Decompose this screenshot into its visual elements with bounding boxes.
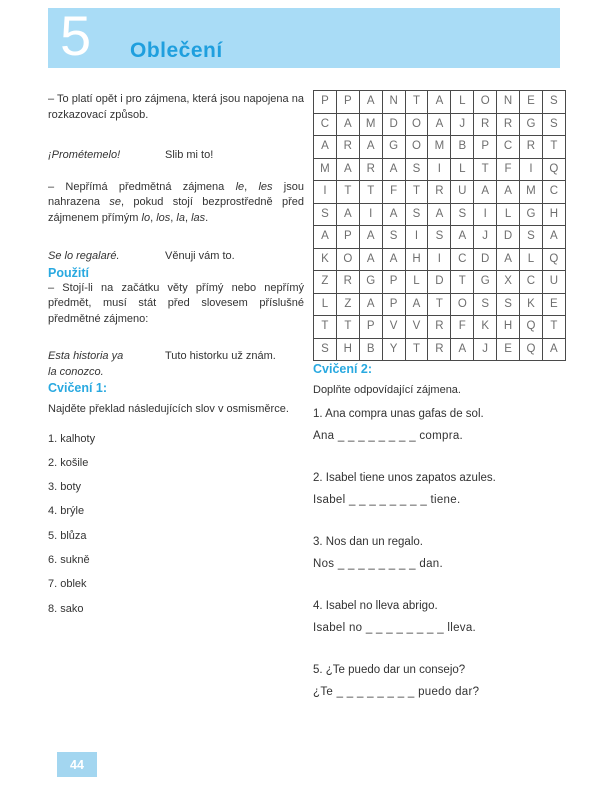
chapter-title: Oblečení [130,39,223,62]
example-czech: Věnuji vám to. [165,250,235,262]
text-segment: , [184,211,192,224]
grid-cell: T [428,293,451,316]
grid-cell: O [451,293,474,316]
grid-cell: T [336,316,359,339]
grid-cell: N [382,91,405,114]
text-segment: , [150,211,157,224]
grid-cell: M [520,181,543,204]
grid-cell: A [428,203,451,226]
spanish-term: lo [141,211,151,224]
grid-row [314,226,566,249]
grid-cell: H [497,316,520,339]
word-list-item: 5. blůza [48,529,87,542]
grid-cell: B [451,136,474,159]
usage-heading: Použití [48,265,89,280]
grid-cell: A [336,113,359,136]
grid-cell: P [336,226,359,249]
exercise2-answer-line: Isabel _ _ _ _ _ _ _ _ tiene. [313,494,461,506]
grid-cell: S [474,293,497,316]
grid-cell: F [382,181,405,204]
grid-row [314,91,566,114]
grid-cell: A [542,338,565,361]
grid-cell: O [336,248,359,271]
grid-cell: T [474,158,497,181]
grid-cell: O [405,113,428,136]
grid-cell: V [382,316,405,339]
grid-cell: J [474,226,497,249]
grid-cell: C [314,113,337,136]
exercise1-heading: Cvičení 1: [48,381,108,395]
right-column [313,90,559,727]
grid-cell: C [497,136,520,159]
grid-cell: A [359,226,382,249]
exercise2-item [313,471,554,508]
grid-cell: G [520,203,543,226]
exercise2-items [313,407,554,700]
spanish-term: la [176,211,185,224]
exercise2-sentence: 4. Isabel no lleva abrigo. [313,600,438,612]
grid-cell: J [451,113,474,136]
grid-row [314,203,566,226]
grid-cell: B [359,338,382,361]
grid-row [314,316,566,339]
grid-cell: R [428,181,451,204]
grid-cell: T [405,181,428,204]
example-czech: Tuto historku už znám. [165,350,276,362]
grid-cell: Q [520,338,543,361]
grid-cell: E [497,338,520,361]
grid-cell: S [451,203,474,226]
grid-row [314,248,566,271]
exercise2-answer-line: Ana _ _ _ _ _ _ _ _ compra. [313,430,464,442]
grid-cell: N [497,91,520,114]
grid-cell: A [428,113,451,136]
grid-cell: U [451,181,474,204]
exercise2-instruction: Doplňte odpovídající zájmena. [313,384,461,396]
grid-cell: I [359,203,382,226]
grid-cell: I [428,248,451,271]
chapter-number: 5 [60,4,93,67]
grid-cell: P [314,91,337,114]
grid-cell: Y [382,338,405,361]
grid-cell: A [542,226,565,249]
paragraph-object-position: – Stojí-li na začátku věty přímý nebo nepřímý předmět, musí stát před slovesem příslušné předmětné zájmeno: [48,281,304,325]
exercise2-answer-line: Isabel no _ _ _ _ _ _ _ _ lleva. [313,622,477,634]
grid-cell: A [497,181,520,204]
grid-cell: S [382,226,405,249]
grid-cell: S [405,158,428,181]
grid-cell: A [428,91,451,114]
grid-cell: C [451,248,474,271]
grid-cell: J [474,338,497,361]
grid-cell: C [542,181,565,204]
grid-cell: I [405,226,428,249]
grid-cell: F [451,316,474,339]
grid-cell: E [520,91,543,114]
grid-cell: I [314,181,337,204]
grid-row [314,293,566,316]
grid-cell: U [542,271,565,294]
paragraph-imperative-pronouns: – To platí opět i pro zájmena, která jsou napojena na rozkazovací způsob. [48,93,304,121]
grid-cell: R [497,113,520,136]
grid-cell: M [314,158,337,181]
grid-cell: S [428,226,451,249]
grid-cell: H [405,248,428,271]
page-number: 44 [70,757,84,772]
exercise2-item [313,535,554,572]
grid-cell: L [520,248,543,271]
grid-cell: R [359,158,382,181]
grid-cell: R [520,136,543,159]
word-list-item: 2. košile [48,456,89,469]
grid-cell: I [428,158,451,181]
exercise2-answer-line: ¿Te _ _ _ _ _ _ _ _ puedo dar? [313,686,480,698]
grid-cell: O [405,136,428,159]
text-segment: . [205,211,209,224]
grid-cell: L [451,158,474,181]
grid-cell: A [359,293,382,316]
grid-cell: Q [542,248,565,271]
text-segment: , pokud stojí bezprostředně před zájmenem přímým [48,196,304,224]
grid-cell: T [405,91,428,114]
example-spanish: ¡Prométemelo! [48,149,121,161]
grid-cell: S [542,91,565,114]
grid-cell: H [542,203,565,226]
spanish-term: se [109,196,121,208]
grid-row [314,113,566,136]
grid-cell: T [359,181,382,204]
exercise2-item [313,663,554,700]
grid-cell: K [314,248,337,271]
grid-cell: L [314,293,337,316]
grid-cell: L [497,203,520,226]
grid-cell: S [314,338,337,361]
grid-cell: C [520,271,543,294]
exercise2-sentence: 3. Nos dan un regalo. [313,536,423,548]
grid-row [314,338,566,361]
grid-cell: A [359,91,382,114]
example-esta-historia [48,349,304,380]
paragraph-indirect-object-pronouns [48,180,304,227]
grid-cell: V [405,316,428,339]
grid-cell: A [497,248,520,271]
grid-cell: A [382,203,405,226]
word-list-item: 4. brýle [48,505,85,518]
exercise2-sentence: 1. Ana compra unas gafas de sol. [313,408,484,420]
grid-cell: A [336,158,359,181]
grid-cell: S [314,203,337,226]
exercise2-heading: Cvičení 2: [313,362,373,376]
grid-cell: D [428,271,451,294]
exercise2-item [313,599,554,636]
word-list-item: 8. sako [48,602,84,615]
grid-cell: P [382,271,405,294]
example-spanish: Se lo regalaré. [48,250,120,262]
grid-cell: T [405,338,428,361]
word-list-item: 6. sukně [48,553,90,566]
grid-cell: T [542,136,565,159]
chapter-header [48,4,560,68]
spanish-term: las [191,211,206,224]
grid-cell: S [497,293,520,316]
exercise2-sentence: 2. Isabel tiene unos zapatos azules. [313,472,496,484]
grid-cell: T [336,181,359,204]
grid-row [314,158,566,181]
grid-cell: M [359,113,382,136]
grid-cell: A [314,226,337,249]
grid-cell: A [359,248,382,271]
grid-cell: G [382,136,405,159]
exercise2-answer-line: Nos _ _ _ _ _ _ _ _ dan. [313,558,443,570]
grid-cell: K [474,316,497,339]
grid-cell: Q [542,158,565,181]
grid-cell: A [451,338,474,361]
grid-cell: A [382,158,405,181]
grid-cell: M [428,136,451,159]
exercise2-item [313,407,554,444]
grid-cell: T [542,316,565,339]
text-segment: , [170,211,177,224]
grid-cell: P [336,91,359,114]
grid-cell: L [405,271,428,294]
grid-cell: D [474,248,497,271]
grid-cell: D [382,113,405,136]
example-spanish-line2: la conozco. [48,365,104,378]
grid-cell: H [336,338,359,361]
example-spanish [48,349,165,380]
word-list-item: 3. boty [48,481,82,494]
grid-cell: Q [520,316,543,339]
grid-cell: S [405,203,428,226]
grid-cell: G [520,113,543,136]
exercise2-sentence: 5. ¿Te puedo dar un consejo? [313,664,466,676]
grid-cell: P [359,316,382,339]
grid-cell: F [497,158,520,181]
grid-cell: I [520,158,543,181]
grid-cell: S [542,113,565,136]
grid-cell: G [359,271,382,294]
grid-cell: T [451,271,474,294]
grid-cell: O [474,91,497,114]
grid-cell: A [382,248,405,271]
spanish-term: le [235,180,245,193]
grid-cell: S [520,226,543,249]
example-czech: Slib mi to! [165,149,214,161]
grid-cell: A [451,226,474,249]
word-list-item: 1. kalhoty [48,432,96,445]
grid-cell: R [336,271,359,294]
grid-cell: K [520,293,543,316]
grid-cell: A [405,293,428,316]
word-list-item: 7. oblek [48,578,87,591]
grid-cell: Z [336,293,359,316]
text-segment: , [244,180,259,193]
grid-cell: A [474,181,497,204]
grid-cell: I [474,203,497,226]
grid-cell: D [497,226,520,249]
grid-cell: A [359,136,382,159]
exercise1-word-list [48,427,304,621]
grid-cell: E [542,293,565,316]
example-prometemelo [48,148,304,164]
grid-cell: R [474,113,497,136]
grid-cell: T [314,316,337,339]
grid-cell: L [451,91,474,114]
exercise1-instruction: Najděte překlad následujících slov v osmisměrce. [48,403,289,415]
text-segment: – Nepřímá předmětná zájmena [48,180,236,193]
grid-row [314,136,566,159]
grid-cell: A [336,203,359,226]
text-segment: jsou nahrazena [48,180,304,208]
left-column [48,92,304,621]
example-spanish-line1: Esta historia ya [48,350,124,362]
grid-cell: R [428,338,451,361]
grid-row [314,271,566,294]
grid-row [314,181,566,204]
grid-cell: G [474,271,497,294]
example-se-lo-regalare [48,249,304,265]
grid-cell: Z [314,271,337,294]
grid-cell: P [474,136,497,159]
wordsearch-grid [313,90,566,361]
grid-cell: R [428,316,451,339]
page-number-badge [57,752,97,777]
grid-cell: R [336,136,359,159]
grid-cell: P [382,293,405,316]
spanish-term: les [258,180,273,193]
spanish-term: los [156,211,171,224]
grid-cell: X [497,271,520,294]
grid-cell: A [314,136,337,159]
